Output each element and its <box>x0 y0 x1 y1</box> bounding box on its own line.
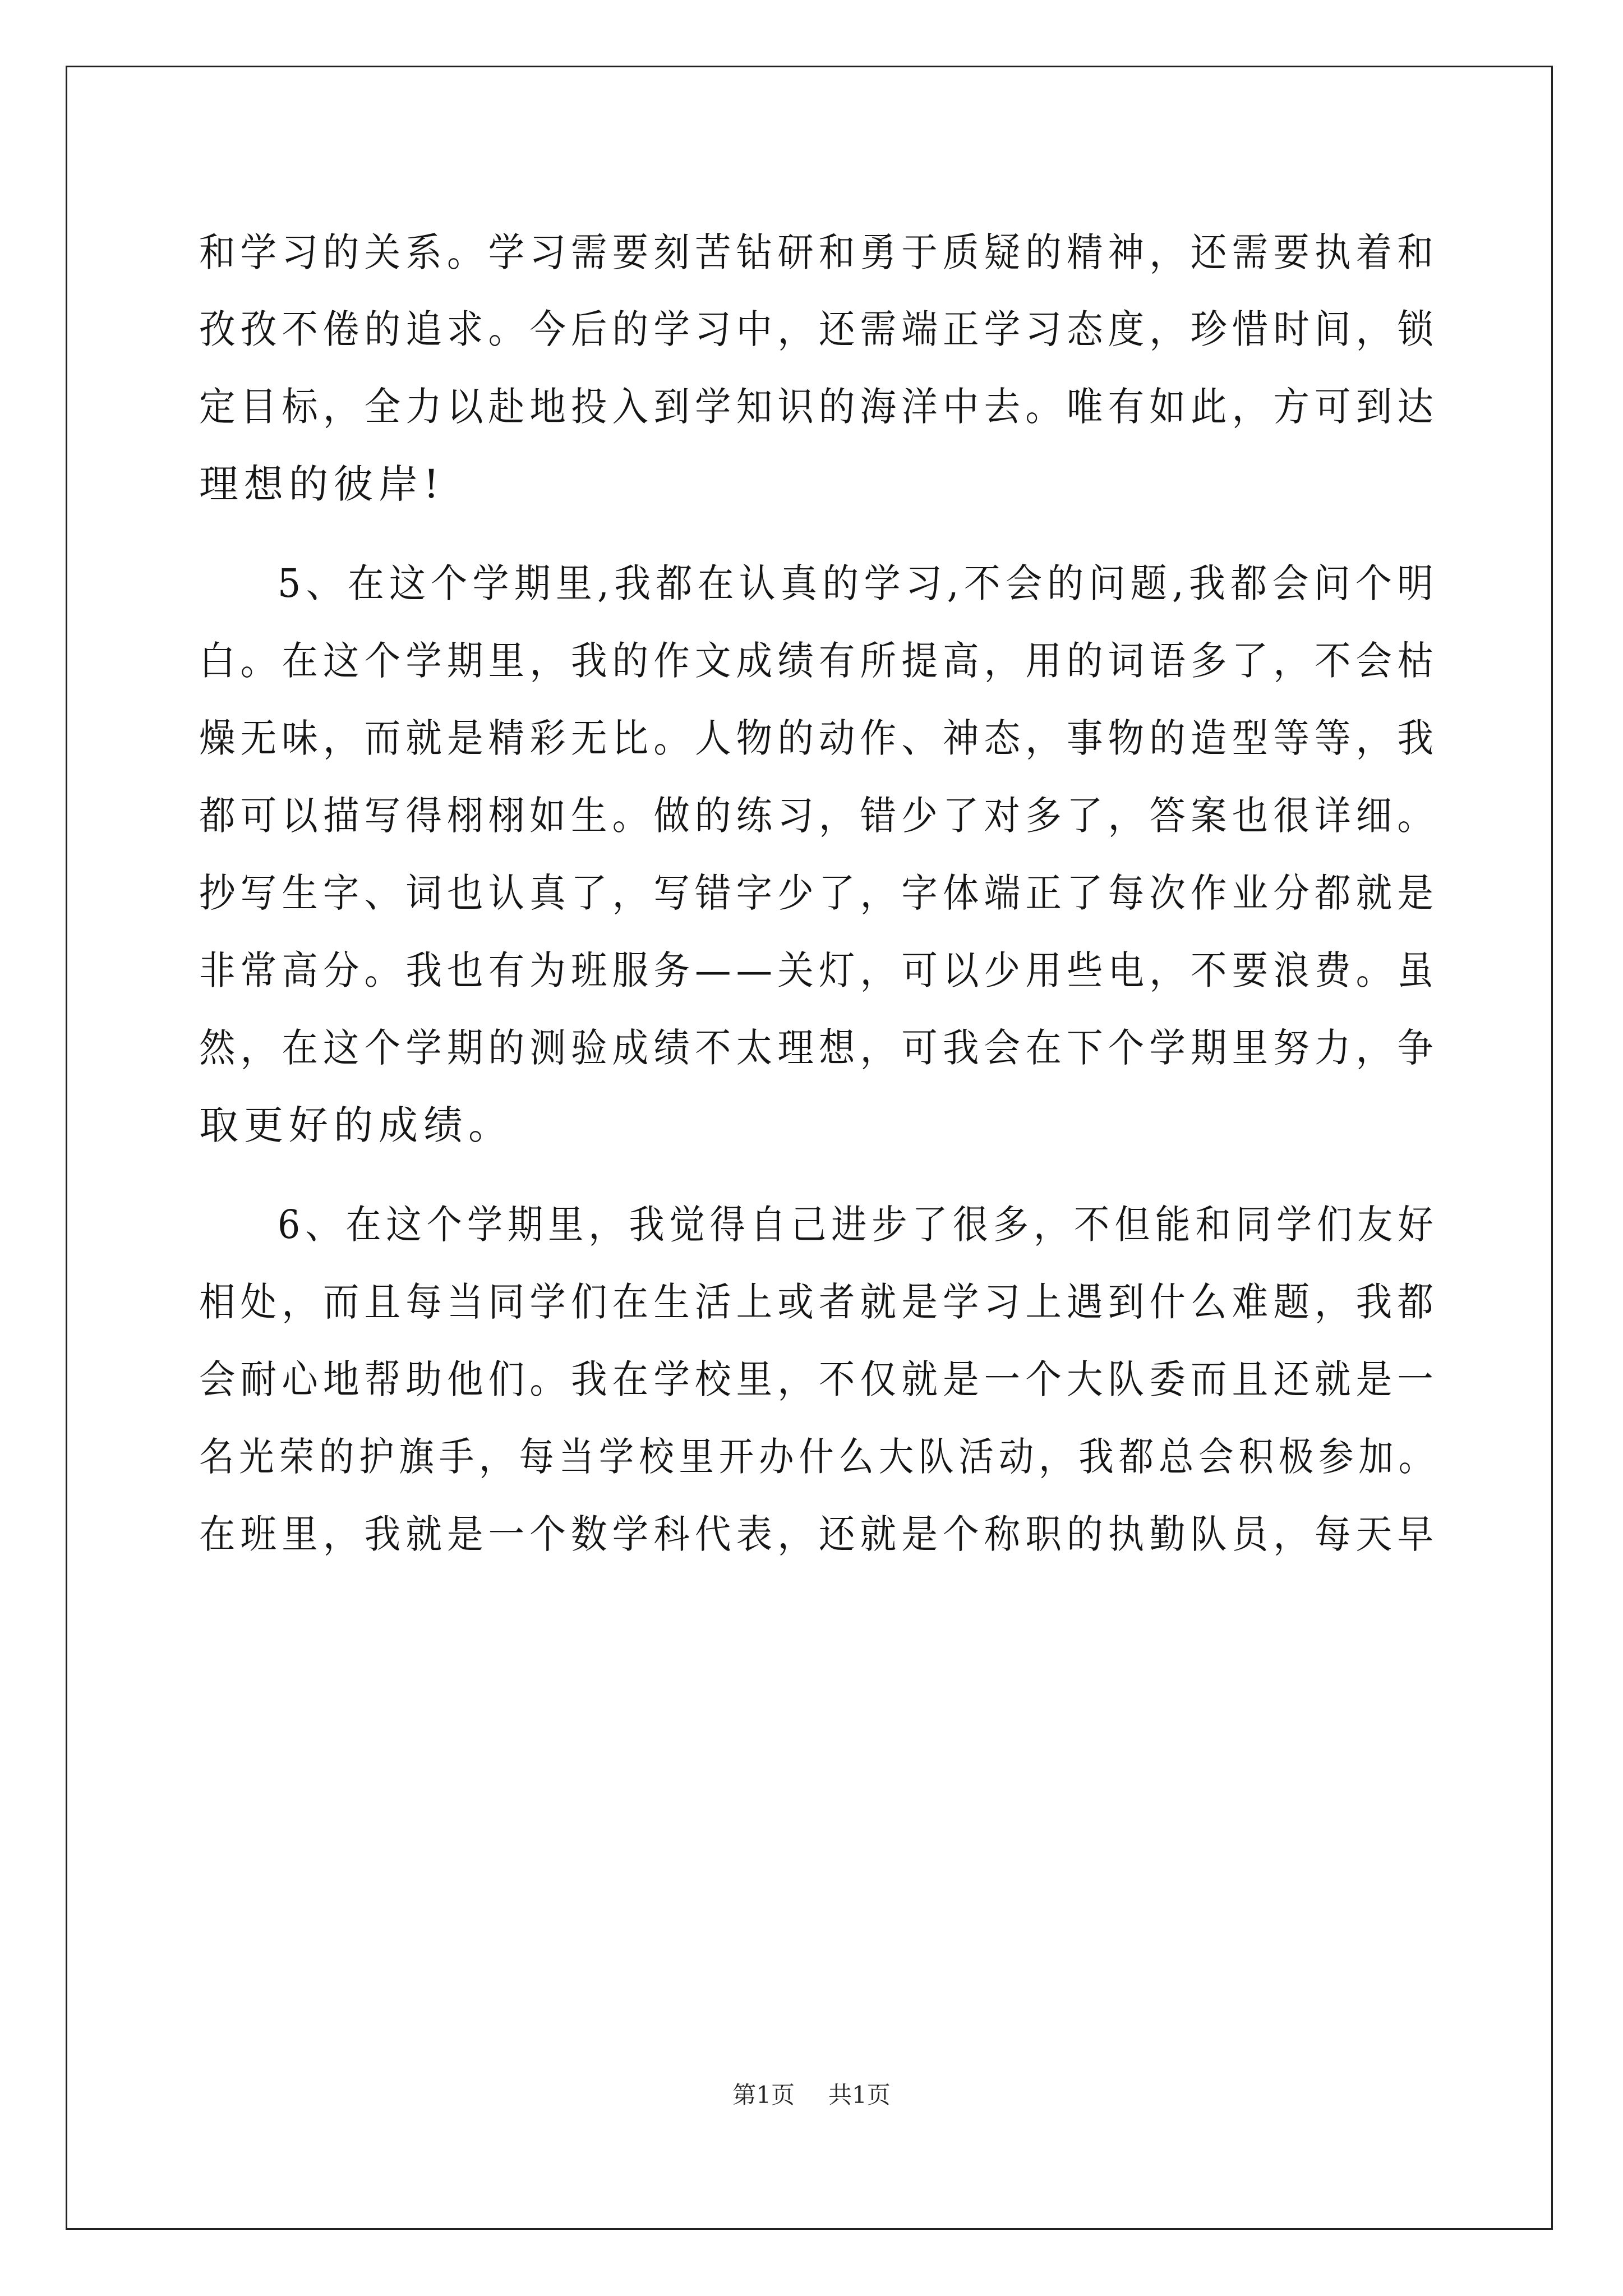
text-line: 定目标，全力以赴地投入到学知识的海洋中去。唯有如此，方可到达 <box>199 384 1438 430</box>
text-line: 抄写生字、词也认真了，写错字少了，字体端正了每次作业分都就是 <box>199 870 1438 916</box>
text-line: 孜孜不倦的追求。今后的学习中，还需端正学习态度，珍惜时间，锁 <box>199 306 1438 352</box>
page-footer <box>0 2078 1623 2112</box>
text-line: 然，在这个学期的测验成绩不太理想，可我会在下个学期里努力，争 <box>199 1025 1438 1071</box>
text-line: 理想的彼岸! <box>199 461 445 507</box>
text-line: 名光荣的护旗手，每当学校里开办什么大队活动，我都总会积极参加。 <box>199 1434 1438 1480</box>
text-line: 和学习的关系。学习需要刻苦钻研和勇于质疑的精神，还需要执着和 <box>199 229 1438 275</box>
paragraph-6-start: 6、在这个学期里，我觉得自己进步了很多，不但能和同学们友好 <box>278 1202 1438 1248</box>
text-line: 燥无味，而就是精彩无比。人物的动作、神态，事物的造型等等，我 <box>199 715 1438 761</box>
paragraph-5-start: 5、在这个学期里,我都在认真的学习,不会的问题,我都会问个明 <box>278 560 1439 606</box>
page-number: 第1页 <box>732 2081 795 2109</box>
text-line: 都可以描写得栩栩如生。做的练习，错少了对多了，答案也很详细。 <box>199 793 1438 839</box>
text-line: 在班里，我就是一个数学科代表，还就是个称职的执勤队员，每天早 <box>199 1511 1438 1557</box>
text-line: 相处，而且每当同学们在生活上或者就是学习上遇到什么难题，我都 <box>199 1279 1438 1325</box>
page-total: 共1页 <box>828 2081 891 2109</box>
text-line: 非常高分。我也有为班服务——关灯，可以少用些电，不要浪费。虽 <box>199 947 1438 993</box>
text-line: 白。在这个学期里，我的作文成绩有所提高，用的词语多了，不会枯 <box>199 638 1438 684</box>
text-line: 会耐心地帮助他们。我在学校里，不仅就是一个大队委而且还就是一 <box>199 1356 1438 1402</box>
text-line: 取更好的成绩。 <box>199 1102 513 1148</box>
